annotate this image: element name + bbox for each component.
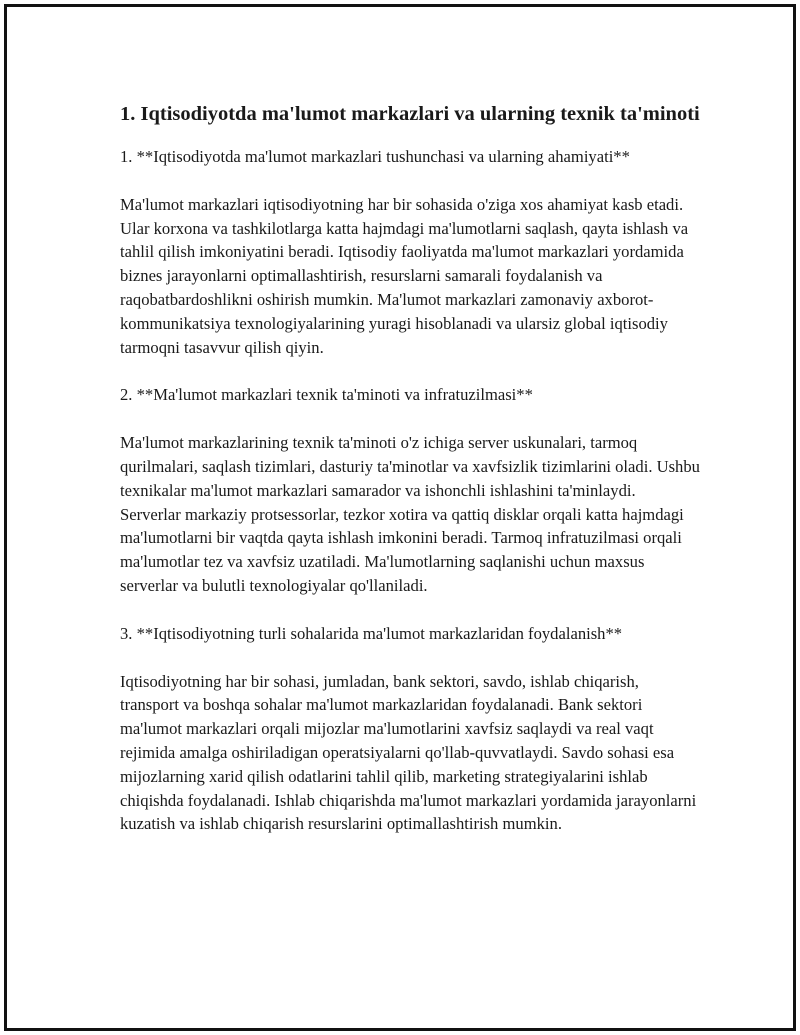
document-body [120,101,700,836]
section-3-paragraph: Iqtisodiyotning har bir sohasi, jumladan, bank sektori, savdo, ishlab chiqarish, transport va boshqa sohalar ma'lumot markazlaridan foydalanadi. Bank sektori ma'lumot markazlari orqali mijozlar ma'lumotlarini xavfsiz saqlaydi va real vaqt rejimida amalga oshiriladigan operatsiyalarni qo'llab-quvvatlaydi. Savdo sohasi esa mijozlarning xarid qilish odatlarini tahlil qilib, marketing strategiyalarini ishlab chiqishda foydalanadi. Ishlab chiqarishda ma'lumot markazlari yordamida jarayonlarni kuzatish va ishlab chiqarish resurslarini optimallashtirish mumkin. [120,671,697,834]
section-2-paragraph: Ma'lumot markazlarining texnik ta'minoti o'z ichiga server uskunalari, tarmoq qurilmalari, saqlash tizimlari, dasturiy ta'minotlar va xavfsizlik tizimlarini oladi. Ushbu texnikalar ma'lumot markazlari samarador va ishonchli ishlashini ta'minlaydi. Serverlar markaziy protsessorlar, tezkor xotira va qattiq disklar orqali katta hajmdagi ma'lumotlarni bir vaqtda qayta ishlash imkonini beradi. Tarmoq infratuzilmasi orqali ma'lumotlar tez va xavfsiz uzatiladi. Ma'lumotlarning saqlanishi uchun maxsus serverlar va bulutli texnologiyalar qo'llaniladi. [120,433,700,595]
section-1-heading: 1. **Iqtisodiyotda ma'lumot markazlari tushunchasi va ularning ahamiyati** [120,147,630,166]
section-1-paragraph: Ma'lumot markazlari iqtisodiyotning har bir sohasida o'ziga xos ahamiyat kasb etadi. Ular korxona va tashkilotlarga katta hajmdagi ma'lumotlarni saqlash, qayta ishlash va tahlil qilish imkoniyatini beradi. Iqtisodiy faoliyatda ma'lumot markazlari yordamida biznes jarayonlarni optimallashtirish, resurslarni samarali foydalanish va raqobatbardoshlikni oshirish mumkin. Ma'lumot markazlari zamonaviy axborot-kommunikatsiya texnologiyalarining yuragi hisoblanadi va ularsiz global iqtisodiy tarmoqni tasavvur qilish qiyin. [120,194,689,357]
page-frame [4,4,796,1031]
document-title: 1. Iqtisodiyotda ma'lumot markazlari va ularning texnik ta'minoti [120,103,700,125]
section-2-heading: 2. **Ma'lumot markazlari texnik ta'minoti va infratuzilmasi** [120,385,533,405]
section-3-heading: 3. **Iqtisodiyotning turli sohalarida ma'lumot markazlaridan foydalanish** [120,623,623,643]
